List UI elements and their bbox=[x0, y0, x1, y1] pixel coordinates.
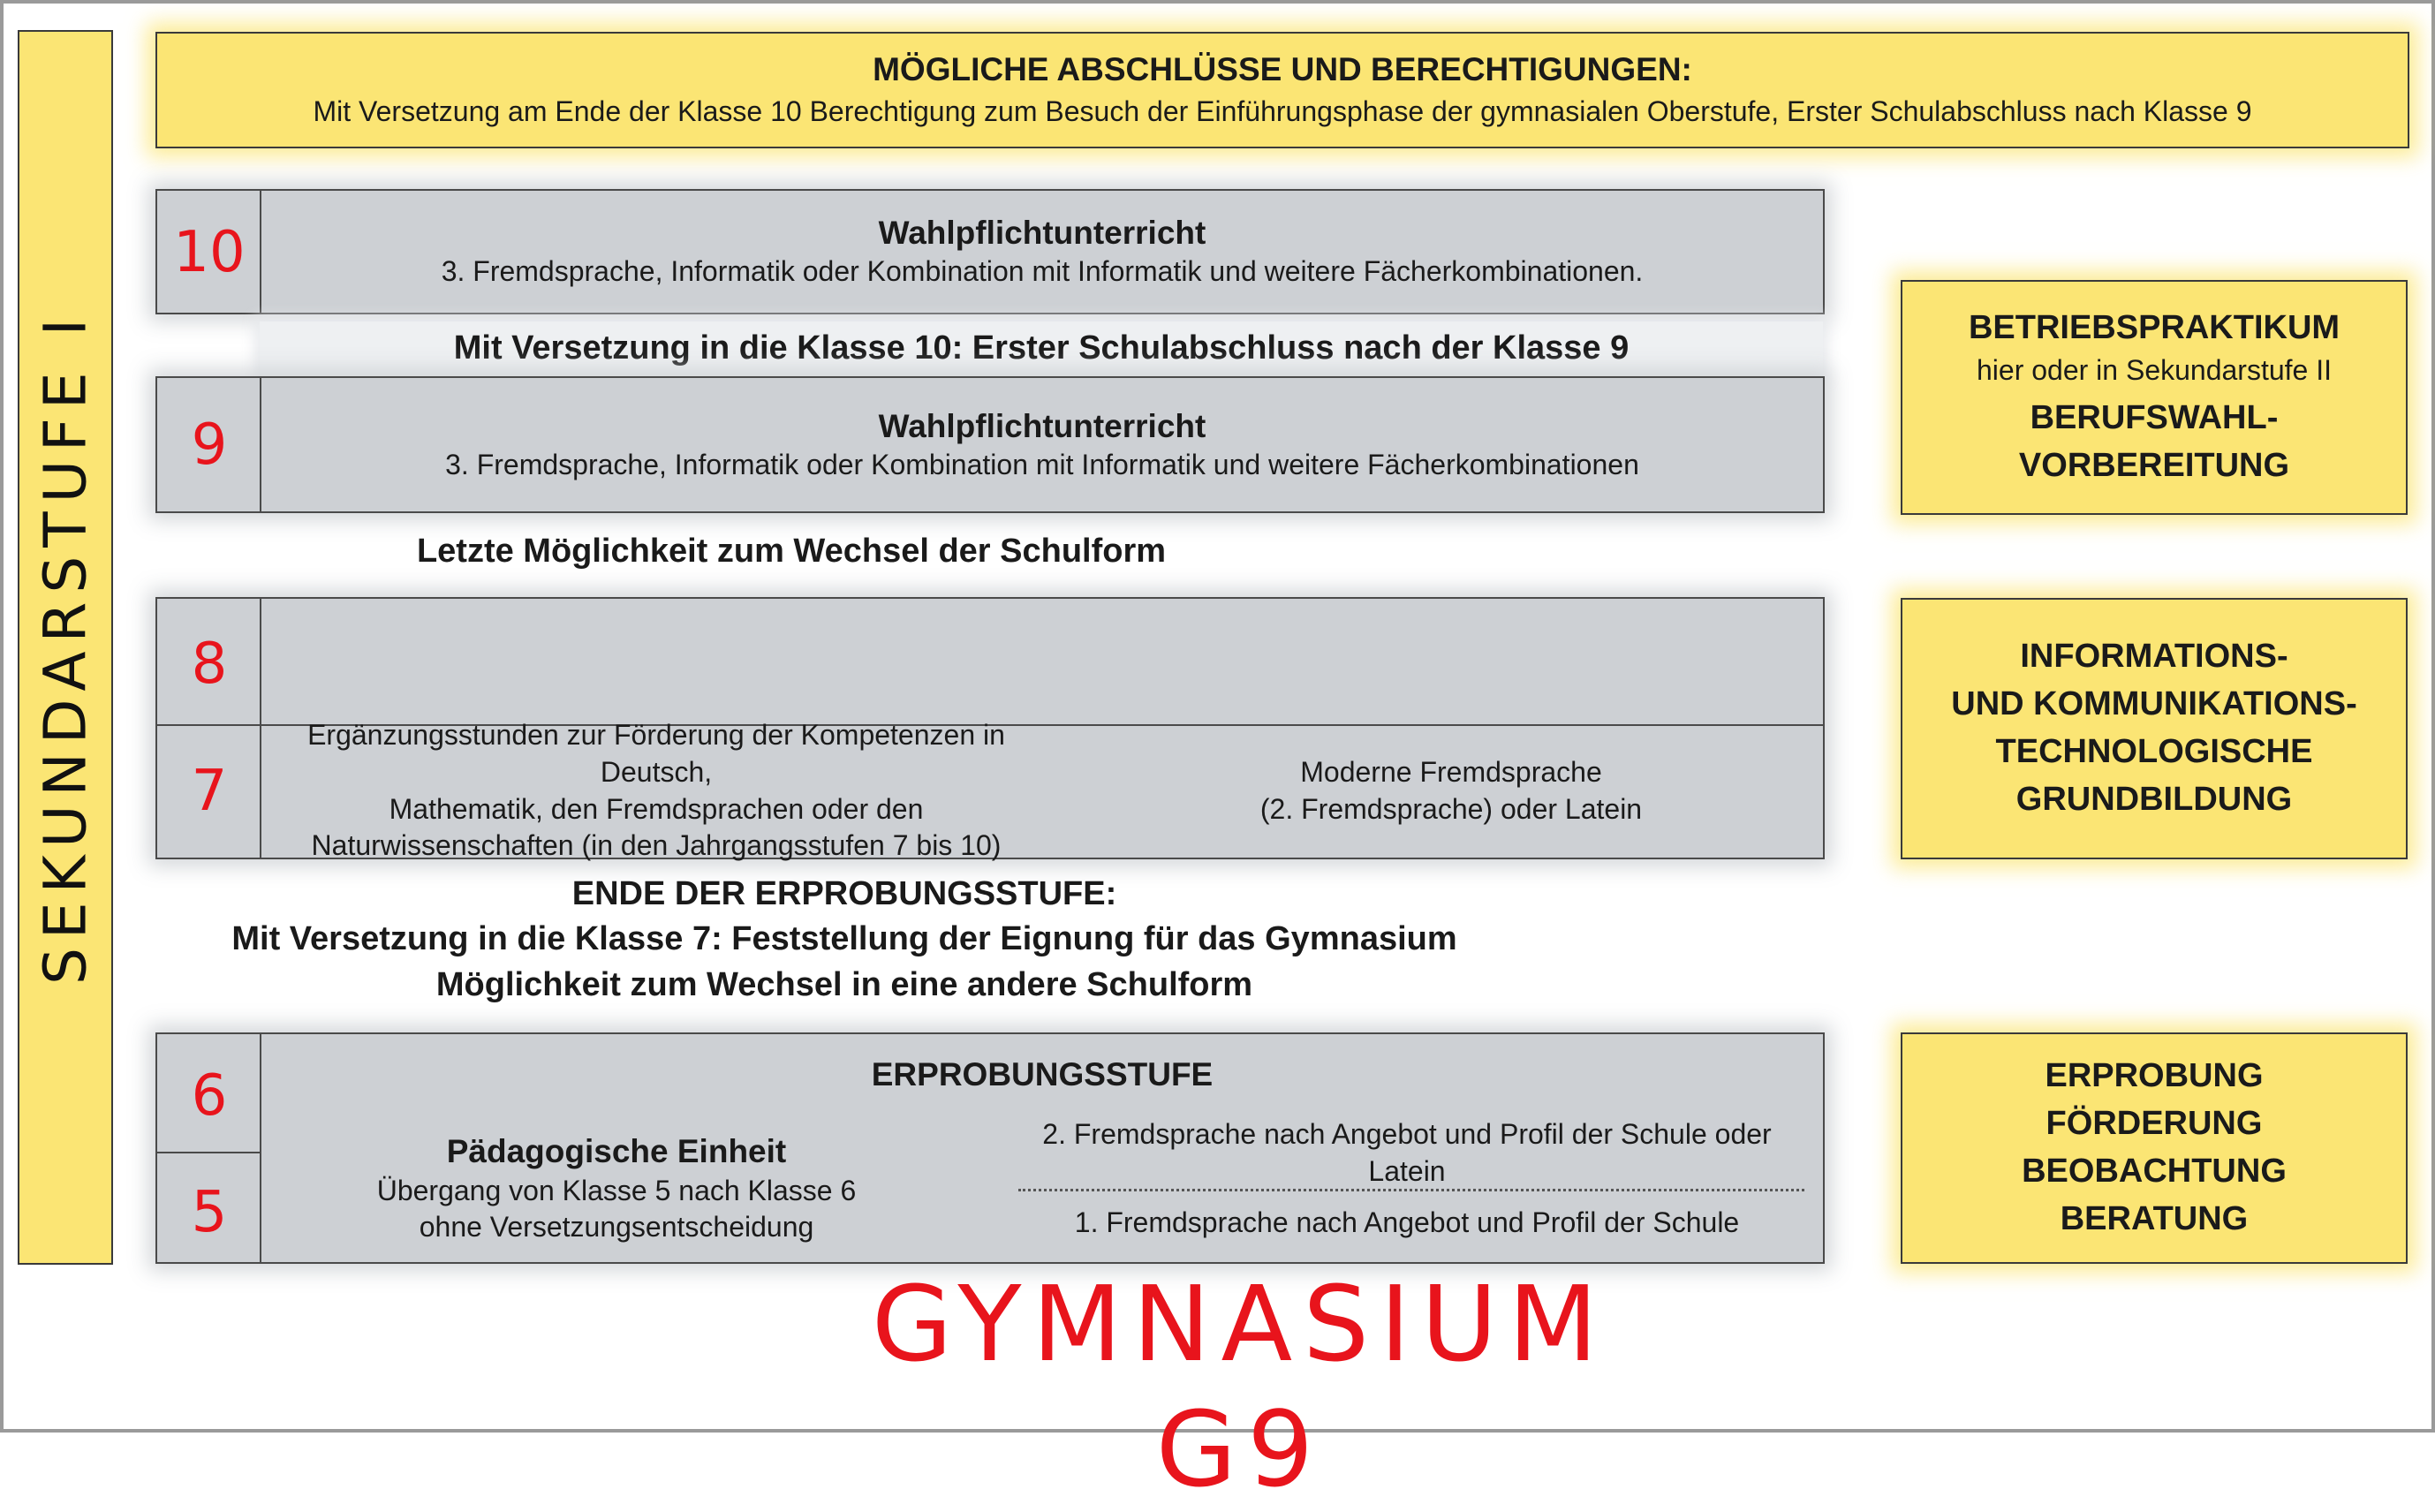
grade-7-right-text bbox=[1199, 724, 1703, 858]
grade-number-5: 5 bbox=[191, 1180, 228, 1245]
grade-number-6: 6 bbox=[191, 1063, 228, 1129]
note-erprobungsstufe-ende bbox=[155, 873, 1825, 1006]
note-7-line1: ENDE DER ERPROBUNGSSTUFE: bbox=[571, 875, 1117, 913]
paedagogische-einheit-line2: ohne Versetzungsentscheidung bbox=[419, 1211, 814, 1244]
fremdsprache-1-text: 1. Fremdsprache nach Angebot und Profil der Schule bbox=[1074, 1206, 1740, 1239]
box3-line4: BERATUNG bbox=[2060, 1199, 2249, 1237]
grade-7-right-line1: Moderne Fremdsprache bbox=[1300, 755, 1602, 788]
grade-number-10: 10 bbox=[173, 220, 246, 285]
grade-6-5-divider bbox=[157, 1152, 261, 1153]
grade-number-7: 7 bbox=[191, 759, 228, 824]
grade-7-left-text bbox=[290, 719, 1023, 862]
paedagogische-einheit-line1: Übergang von Klasse 5 nach Klasse 6 bbox=[376, 1174, 857, 1206]
fremdsprache-2-text: 2. Fremdsprache nach Angebot und Profil der Schule oder Latein bbox=[1042, 1118, 1772, 1187]
box2-line1: INFORMATIONS- bbox=[2020, 638, 2288, 676]
top-box-text: Mit Versetzung am Ende der Klasse 10 Berechtigung zum Besuch der Einführungsphase der gymnasialen Oberstufe, Erster Schulabschluss nach Klasse 9 bbox=[313, 95, 2252, 128]
box1-line1: BETRIEBSPRAKTIKUM bbox=[1968, 309, 2340, 347]
box2-line2: UND KOMMUNIKATIONS- bbox=[1951, 685, 2357, 723]
paedagogische-einheit bbox=[334, 1123, 899, 1255]
box3-line2: FÖRDERUNG bbox=[2046, 1105, 2263, 1143]
note-versetzung-10-text: Mit Versetzung in die Klasse 10: Erster Schulabschluss nach der Klasse 9 bbox=[453, 329, 1630, 367]
note-letzte-moeglichkeit-text: Letzte Möglichkeit zum Wechsel der Schulform bbox=[416, 533, 1167, 571]
note-7-line3: Möglichkeit zum Wechsel in eine andere Schulform bbox=[435, 965, 1253, 1003]
fremdsprache-1-text-wrap bbox=[1014, 1197, 1800, 1250]
grade-10-title: Wahlpflichtunterricht bbox=[878, 215, 1206, 252]
paedagogische-einheit-title: Pädagogische Einheit bbox=[446, 1133, 787, 1170]
fremdsprache-2-text-wrap bbox=[1014, 1118, 1800, 1187]
top-abschluesse-box bbox=[155, 32, 2409, 148]
grade-9-box bbox=[155, 376, 1825, 513]
erprobungsstufe-title-wrap bbox=[261, 1050, 1823, 1100]
grade-9-text: 3. Fremdsprache, Informatik oder Kombination mit Informatik und weitere Fächerkombinationen bbox=[445, 448, 1639, 480]
sekundarstufe-label: SEKUNDARSTUFE I bbox=[31, 309, 100, 986]
grade-7-left-line3: Naturwissenschaften (in den Jahrgangsstufen 7 bis 10) bbox=[311, 829, 1002, 862]
grade-6-5-box bbox=[155, 1032, 1825, 1264]
box1-line4: VORBEREITUNG bbox=[2018, 446, 2290, 484]
grade-7-left-line1: Ergänzungsstunden zur Förderung der Kompetenzen in Deutsch, bbox=[307, 719, 1005, 788]
sekundarstufe-bar bbox=[18, 30, 113, 1265]
grade-number-9: 9 bbox=[191, 412, 228, 478]
grade-10-content bbox=[261, 191, 1823, 313]
note-versetzung-10 bbox=[260, 321, 1823, 376]
grade-9-content bbox=[261, 378, 1823, 511]
box2-line3: TECHNOLOGISCHE bbox=[1995, 733, 2313, 770]
grade-10-box bbox=[155, 189, 1825, 314]
grade-10-text: 3. Fremdsprache, Informatik oder Kombination mit Informatik und weitere Fächerkombinationen. bbox=[441, 255, 1644, 288]
box1-line2: hier oder in Sekundarstufe II bbox=[1976, 354, 2332, 387]
erprobung-box bbox=[1901, 1032, 2408, 1264]
box2-line4: GRUNDBILDUNG bbox=[2015, 780, 2293, 818]
betriebspraktikum-box bbox=[1901, 280, 2408, 515]
iuk-grundbildung-box bbox=[1901, 598, 2408, 859]
grade-7-right-line2: (2. Fremdsprache) oder Latein bbox=[1259, 792, 1643, 825]
box1-line3: BERUFSWAHL- bbox=[2030, 398, 2279, 436]
grade-9-title: Wahlpflichtunterricht bbox=[878, 407, 1206, 444]
top-box-title: MÖGLICHE ABSCHLÜSSE UND BERECHTIGUNGEN: bbox=[873, 51, 1692, 88]
grade-7-left-line2: Mathematik, den Fremdsprachen oder den bbox=[389, 792, 924, 825]
note-7-line2: Mit Versetzung in die Klasse 7: Feststellung der Eignung für das Gymnasium bbox=[231, 920, 1457, 958]
note-letzte-moeglichkeit bbox=[155, 525, 1825, 579]
grade-8-7-box bbox=[155, 597, 1825, 862]
gymnasium-g9-title: GYMNASIUM G9 bbox=[871, 1263, 1609, 1510]
grade-number-8: 8 bbox=[191, 631, 228, 697]
erprobungsstufe-title: ERPROBUNGSSTUFE bbox=[871, 1055, 1214, 1092]
fremdsprache-divider bbox=[1018, 1189, 1804, 1191]
box3-line1: ERPROBUNG bbox=[2045, 1057, 2264, 1095]
box3-line3: BEOBACHTUNG bbox=[2022, 1153, 2287, 1190]
